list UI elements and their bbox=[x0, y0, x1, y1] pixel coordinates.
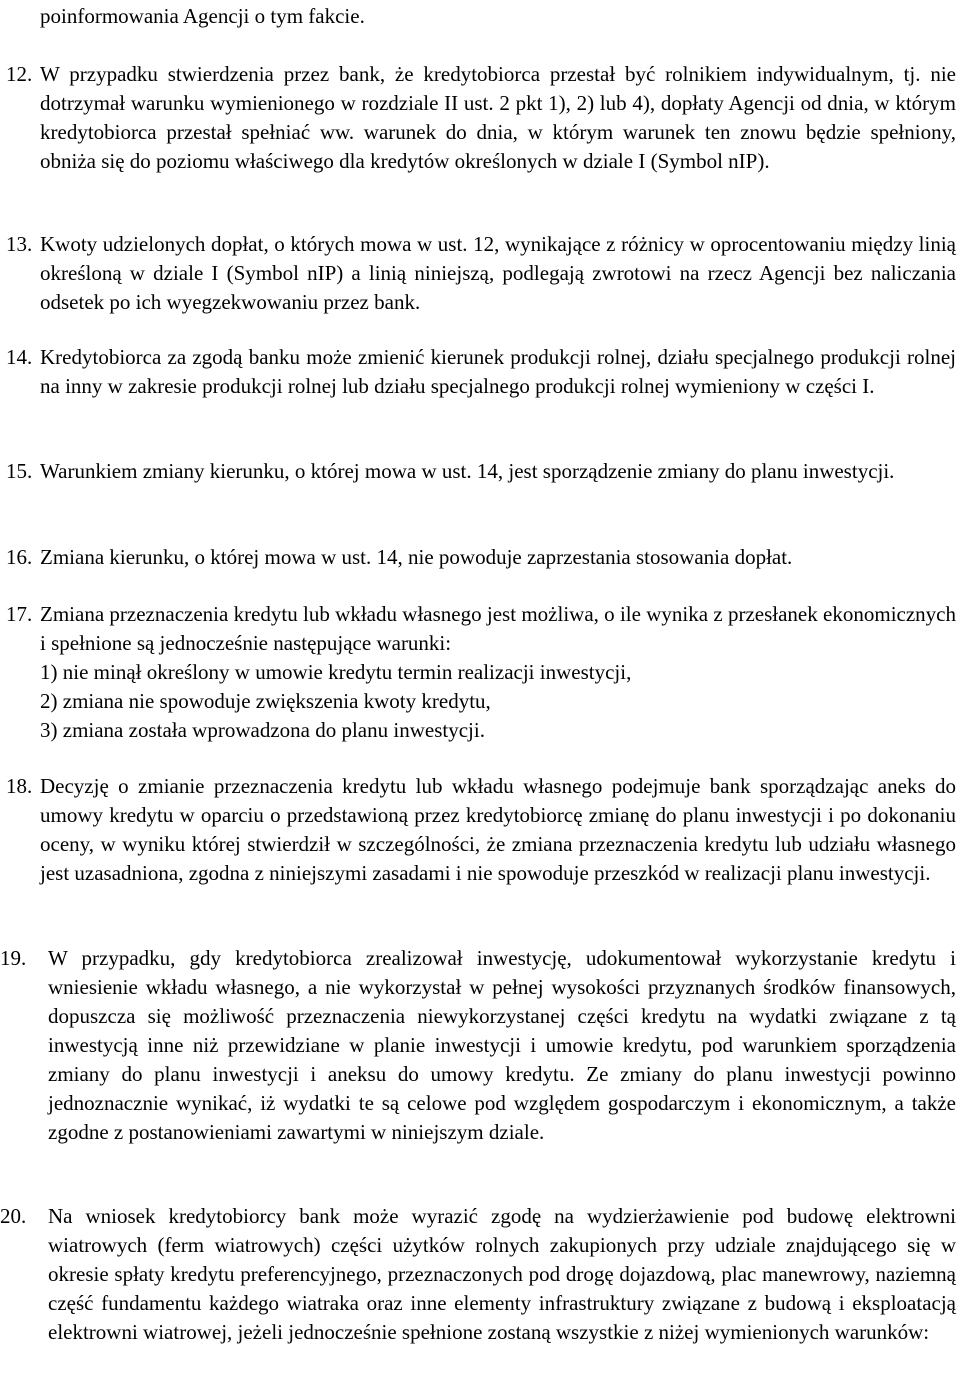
paragraph-number: 16. bbox=[6, 545, 33, 569]
intro-text: poinformowania Agencji o tym fakcie. bbox=[40, 4, 365, 28]
paragraph-text: Kredytobiorca za zgodą banku może zmienić kierunek produkcji rolnej, działu specjalnego produkcji rolnej na inny w zakresie produkcji rolnej lub działu specjalnego produkcji rolnej wymieniony w części I. bbox=[40, 345, 956, 398]
paragraph-number: 12. bbox=[6, 62, 33, 86]
paragraph-number: 17. bbox=[6, 602, 33, 626]
paragraph-14 bbox=[6, 343, 956, 401]
paragraph-15 bbox=[6, 457, 956, 486]
paragraph-text: W przypadku stwierdzenia przez bank, że kredytobiorca przestał być rolnikiem indywidualnym, tj. nie dotrzymał warunku wymienionego w rozdziale II ust. 2 pkt 1), 2) lub 4), dopłaty Agencji od dnia, w którym kredytobiorca przestał spełniać ww. warunek do dnia, w którym warunek ten znowu będzie spełniony, obniża się do poziomu właściwego dla kredytów określonych w dziale I (Symbol nIP). bbox=[40, 62, 956, 173]
paragraph-text: W przypadku, gdy kredytobiorca zrealizował inwestycję, udokumentował wykorzystanie kredytu i wniesienie wkładu własnego, a nie wykorzystał w pełnej wysokości przyznanych środków finansowych, dopuszcza się możliwość przeznaczenia niewykorzystanej części kredytu na wydatki związane z tą inwestycją inne niż przewidziane w planie inwestycji i umowie kredytu, pod warunkiem sporządzenia zmiany do planu inwestycji i aneksu do umowy kredytu. Ze zmiany do planu inwestycji powinno jednoznacznie wynikać, iż wydatki te są celowe pod względem gospodarczym i ekonomicznym, a także zgodne z postanowieniami zawartymi w niniejszym dziale. bbox=[48, 946, 956, 1144]
paragraph-number: 20. bbox=[0, 1204, 27, 1228]
paragraph-number: 18. bbox=[6, 774, 33, 798]
paragraph-17 bbox=[6, 600, 956, 745]
paragraph-18 bbox=[6, 772, 956, 888]
paragraph-19 bbox=[0, 944, 956, 1147]
paragraph-text: Warunkiem zmiany kierunku, o której mowa w ust. 14, jest sporządzenie zmiany do planu inwestycji. bbox=[40, 459, 895, 483]
paragraph-text: Zmiana przeznaczenia kredytu lub wkładu własnego jest możliwa, o ile wynika z przesłanek ekonomicznych i spełnione są jednocześnie następujące warunki: bbox=[40, 602, 956, 655]
condition-item: 3) zmiana została wprowadzona do planu inwestycji. bbox=[40, 718, 485, 742]
intro-paragraph bbox=[40, 2, 956, 31]
paragraph-13 bbox=[6, 230, 956, 317]
paragraph-16 bbox=[6, 543, 956, 572]
paragraph-number: 13. bbox=[6, 232, 33, 256]
condition-item: 1) nie minął określony w umowie kredytu termin realizacji inwestycji, bbox=[40, 660, 632, 684]
paragraph-text: Kwoty udzielonych dopłat, o których mowa w ust. 12, wynikające z różnicy w oprocentowaniu między linią określoną w dziale I (Symbol nIP) a linią niniejszą, podlegają zwrotowi na rzecz Agencji bez naliczania odsetek po ich wyegzekwowaniu przez bank. bbox=[40, 232, 956, 314]
paragraph-text: Zmiana kierunku, o której mowa w ust. 14, nie powoduje zaprzestania stosowania dopłat. bbox=[40, 545, 793, 569]
paragraph-number: 19. bbox=[0, 946, 27, 970]
condition-item: 2) zmiana nie spowoduje zwiększenia kwoty kredytu, bbox=[40, 689, 491, 713]
paragraph-12 bbox=[6, 60, 956, 176]
paragraph-number: 15. bbox=[6, 459, 33, 483]
paragraph-text: Decyzję o zmianie przeznaczenia kredytu lub wkładu własnego podejmuje bank sporządzając aneks do umowy kredytu w oparciu o przedstawioną przez kredytobiorcę zmianę do planu inwestycji i po dokonaniu oceny, w wyniku której stwierdził w szczególności, że zmiana przeznaczenia kredytu lub udziału własnego jest uzasadniona, zgodna z niniejszymi zasadami i nie spowoduje przeszkód w realizacji planu inwestycji. bbox=[40, 774, 956, 885]
paragraph-text: Na wniosek kredytobiorcy bank może wyrazić zgodę na wydzierżawienie pod budowę elektrowni wiatrowych (ferm wiatrowych) części użytków rolnych zakupionych przy udziale znajdującego się w okresie spłaty kredytu preferencyjnego, przeznaczonych pod drogę dojazdową, plac manewrowy, naziemną część fundamentu każdego wiatraka oraz inne elementy infrastruktury związane z budową i eksploatacją elektrowni wiatrowej, jeżeli jednocześnie spełnione zostaną wszystkie z niżej wymienionych warunków: bbox=[48, 1204, 956, 1344]
paragraph-20 bbox=[0, 1202, 956, 1347]
paragraph-number: 14. bbox=[6, 345, 33, 369]
